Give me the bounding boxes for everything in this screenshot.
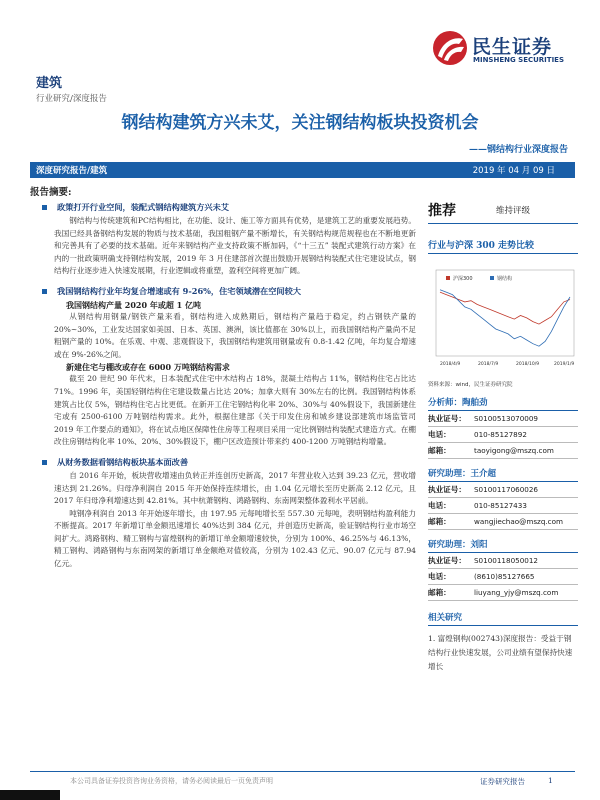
legend-swatch-steel xyxy=(490,276,494,280)
corner-stamp xyxy=(0,790,60,800)
paragraph: 自 2016 年开始，板块营收增速由负转正并连创历史新高，2017 年营业收入达到 39.23 亿元，营收增速达到 21.26%。归母净利润自 2015 年开始保持连续增长，由 1.04 亿元增长至历史新高 2.12 亿元，且 2017 年归母净利增速达到 42.81%。其中杭萧钢构、鸿路钢构、东南网架整体盈利水平居前。 xyxy=(54,470,416,506)
footer-disclaimer: 本公司具备证券投资咨询业务资格，请务必阅读最后一页免责声明 xyxy=(70,777,273,785)
section-title-text: 从财务数据看钢结构板块基本面改善 xyxy=(57,456,189,467)
info-row xyxy=(428,585,578,601)
x-tick-label: 2018/7/9 xyxy=(478,362,499,367)
related-research-heading: 相关研究 xyxy=(428,611,578,626)
trend-chart-svg xyxy=(428,258,578,378)
bullet-square-icon xyxy=(42,289,47,294)
subheading: 新建住宅与棚改或存在 6000 万吨钢结构需求 xyxy=(66,362,230,373)
legend-label-hs300: 沪深300 xyxy=(453,276,473,282)
series-line-1 xyxy=(440,290,570,347)
report-type: 深度研究报告/建筑 xyxy=(36,166,108,176)
email-link[interactable]: wangjiechao@mszq.com xyxy=(474,517,564,526)
info-value: S0100118050012 xyxy=(474,556,539,565)
analyst-title: 研究助理：王介超 xyxy=(428,467,578,482)
minsheng-logo-icon xyxy=(432,30,468,66)
info-row xyxy=(428,498,578,514)
paragraph: 从钢结构用钢量/钢铁产量来看，钢结构进入成熟期后，钢结构产量趋于稳定，约占钢铁产量的 20%~30%，工业发达国家如美国、日本、英国、澳洲，该比值都在 30%以上，而我国钢结构产量尚不足粗钢产量的 10%。在乐观、中观、悲观假设下，我国钢结构建筑用钢量或有 0.8-1.42 亿吨，年均复合增速或在 9%-26%之间。 xyxy=(54,311,416,359)
chart-source: 资料来源：wind，民生证券研究院 xyxy=(428,382,513,388)
info-value: S0100513070009 xyxy=(474,414,539,423)
info-row xyxy=(428,411,578,427)
analyst-block xyxy=(428,396,578,459)
footer-label: 证券研究报告 xyxy=(480,777,525,786)
email-link[interactable]: liuyang_yjy@mszq.com xyxy=(474,588,559,597)
brand-logo xyxy=(432,30,582,70)
rating-label: 推荐 xyxy=(428,203,456,219)
bullet-square-icon xyxy=(42,460,47,465)
analyst-block xyxy=(428,467,578,530)
info-key: 电话： xyxy=(428,501,451,510)
info-value: S0100117060026 xyxy=(474,485,539,494)
paragraph: 吨钢净利润自 2013 年开始逐年增长，由 197.95 元每吨增长至 557.30 元每吨，表明钢结构盈利能力不断提高。2017 年新增订单金额迅速增长 40%达到 384 亿元，并创造历史新高，验证钢结构行业市场空间扩大。鸿路钢构、精工钢构与富煌钢构的新增订单金额增速较快，分别为 100%、46.25%与 46.13%，精工钢构、鸿路钢构与东南网架的新增订单金额绝对值较高，分别为 102.43 亿元、90.07 亿元与 87.94 亿元。 xyxy=(54,508,416,569)
email-link[interactable]: taoyigong@mszq.com xyxy=(474,446,554,455)
summary-column xyxy=(30,184,416,571)
section-title-text: 我国钢结构行业年均复合增速或有 9-26%，住宅领域潜在空间较大 xyxy=(57,285,301,296)
x-tick-label: 2018/4/9 xyxy=(440,362,461,367)
info-row xyxy=(428,427,578,443)
legend-label-steel: 钢结构 xyxy=(497,276,513,282)
report-date: 2019 年 04 月 09 日 xyxy=(472,166,555,176)
section-title xyxy=(32,202,416,213)
series-line-0 xyxy=(440,292,570,324)
info-value: 010-85127433 xyxy=(474,501,527,510)
info-key: 执业证号： xyxy=(428,485,466,494)
info-key: 执业证号： xyxy=(428,556,466,565)
chart-title: 行业与沪深 300 走势比较 xyxy=(428,238,578,254)
analyst-title: 研究助理：刘阳 xyxy=(428,538,578,553)
x-tick-label: 2019/1/9 xyxy=(554,362,575,367)
sidebar-column xyxy=(428,200,578,674)
info-key: 执业证号： xyxy=(428,414,466,423)
trend-chart xyxy=(428,258,578,378)
paragraph: 截至 20 世纪 90 年代末，日本装配式住宅中木结构占 18%，混凝土结构占 11%，钢结构住宅占比达 71%。1996 年，美国轻钢结构住宅建设数量占比达 20%；加拿大则有 30%左右的比例。我国钢结构体系建筑占比仅 5%，钢结构住宅占比更低。在新开工住宅钢结构化率 20%、30%与 40%假设下，我国新建住宅或有 2500-6100 万吨钢结构需求。此外，根据住建部《关于印发住房和城乡建设部建筑市场监管司 2019 年工作要点的通知》，将在试点地区保障性住房等工程项目采用一定比例钢结构装配式建造方式。在棚改住房钢结构化率 10%、20%、30%假设下，棚户区改造预计带来约 400-1200 万吨钢结构增量。 xyxy=(54,374,416,447)
rating-value: 维持评级 xyxy=(496,206,531,216)
bullet-square-icon xyxy=(42,205,47,210)
logo-english-name: MINSHENG SECURITIES xyxy=(473,56,564,64)
logo-chinese-name: 民生证券 xyxy=(472,36,553,58)
info-row xyxy=(428,443,578,459)
legend-swatch-hs300 xyxy=(446,276,450,280)
industry-label: 建筑 xyxy=(36,76,63,91)
info-row xyxy=(428,514,578,530)
paragraph: 钢结构与传统建筑和PC结构相比，在功能、设计、施工等方面具有优势，是建筑工艺的重要发展趋势。我国已经具备钢结构发展的物质与技术基础，我国粗钢产量不断增长，有关钢结构规范规程也在不断地更新和完善具有了必要的技术基础。近年来钢结构产业支持政策不断加码，《“十三五” 装配式建筑行动方案》在内的一批政策明确支持钢结构发展，2019 年 3 月住建部首次提出鼓励开展钢结构装配式住宅建设试点，钢结构行业逐步进入快速发展期，行业逻辑或将重塑，盈利空间将更加广阔。 xyxy=(54,216,416,276)
chart-frame xyxy=(436,270,574,356)
section-title xyxy=(32,286,416,297)
info-row xyxy=(428,482,578,498)
report-subtitle: ——钢结构行业深度报告 xyxy=(468,145,568,155)
page-footer xyxy=(30,771,575,791)
info-row xyxy=(428,553,578,569)
report-category: 行业研究/深度报告 xyxy=(36,94,107,104)
subheading: 我国钢结构产量 2020 年或超 1 亿吨 xyxy=(66,299,201,310)
report-info-bar xyxy=(30,162,575,178)
related-research-item[interactable]: 1. 富煌钢构(002743)深度报告：受益于钢结构行业快速发展，公司业绩有望保持快速增长 xyxy=(428,634,573,671)
section-title-text: 政策打开行业空间，装配式钢结构建筑方兴未艾 xyxy=(57,202,229,212)
info-key: 电话： xyxy=(428,572,451,581)
rating-row xyxy=(428,200,578,224)
report-title: 钢结构建筑方兴未艾，关注钢结构板块投资机会 xyxy=(121,113,479,133)
x-tick-label: 2018/10/9 xyxy=(516,362,540,367)
info-key: 邮箱： xyxy=(428,588,451,597)
analyst-title: 分析师：陶舶劲 xyxy=(428,396,578,411)
info-key: 邮箱： xyxy=(428,446,451,455)
section-title xyxy=(32,457,416,468)
info-key: 邮箱： xyxy=(428,517,451,526)
summary-heading: 报告摘要: xyxy=(30,187,72,198)
info-row xyxy=(428,569,578,585)
info-key: 电话： xyxy=(428,430,451,439)
info-value: 010-85127892 xyxy=(474,430,527,439)
info-value: (8610)85127665 xyxy=(474,572,535,581)
page-number: 1 xyxy=(548,776,553,785)
analyst-block xyxy=(428,538,578,601)
